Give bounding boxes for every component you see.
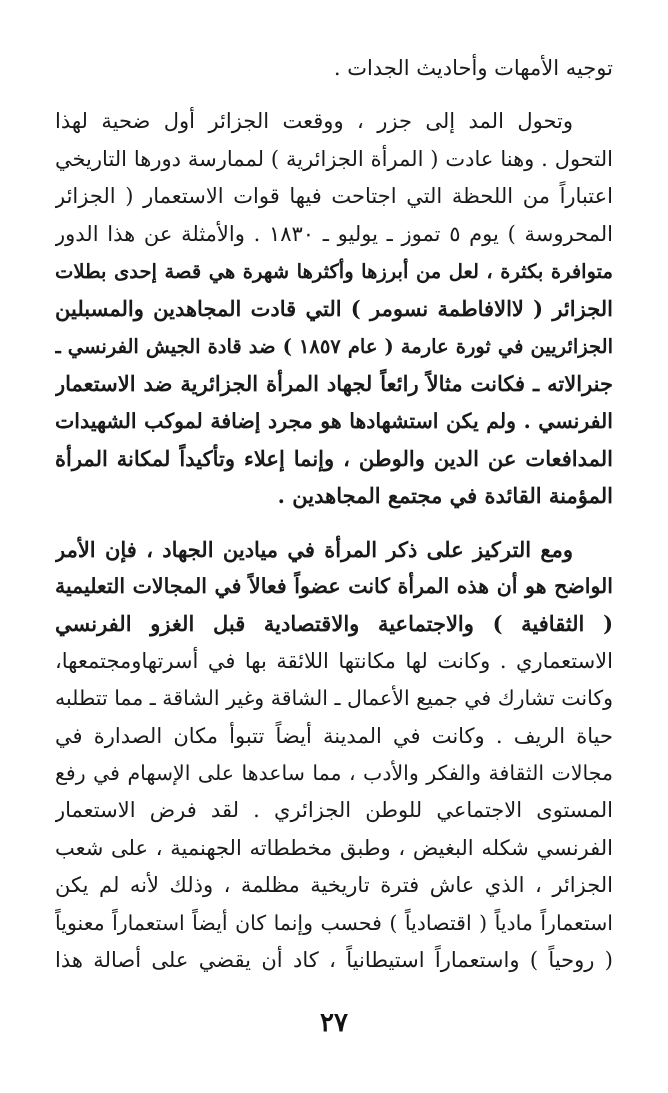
text-line: استعماراً مادياً ( اقتصادياً ) فحسب وإنما كان أيضاً استعماراً معنوياً — [55, 910, 613, 935]
text-line: ( الثقافية ) والاجتماعية والاقتصادية قبل الغزو الفرنسي — [55, 611, 613, 637]
paragraph-2 — [55, 103, 613, 514]
text-line: الفرنسي شكله البغيض ، وطبق مخططاته الجهنمية ، على شعب — [55, 835, 613, 860]
paragraph-gap — [55, 515, 613, 531]
text-line: توجيه الأمهات وأحاديث الجدات . — [333, 56, 613, 80]
text-line: الواضح هو أن هذه المرأة كانت عضواً فعالاً في المجالات التعليمية — [55, 574, 613, 599]
text-line: المؤمنة القائدة في مجتمع المجاهدين . — [277, 483, 613, 509]
text-line: الجزائر ، الذي عاش فترة تاريخية مظلمة ، وذلك لأنه لم يكن — [55, 873, 613, 898]
text-line: حياة الريف . وكانت في المدينة أيضاً تتبوأ مكان الصدارة في — [55, 723, 613, 748]
text-line: ومع التركيز على ذكر المرأة في ميادين الجهاد ، فإن الأمر — [55, 536, 573, 562]
text-line: التحول . وهنا عادت ( المرأة الجزائرية ) لممارسة دورها التاريخي — [55, 146, 613, 171]
text-line: المدافعات عن الدين والوطن ، وإنما إعلاء وتأكيداً لمكانة المرأة — [55, 445, 613, 471]
text-line: الجزائر ( لاالافاطمة نسومر ) التي قادت المجاهدين والمسبلين — [55, 296, 613, 322]
page-number: ٢٧ — [320, 1008, 348, 1038]
book-page — [55, 50, 613, 979]
text-line: المحروسة ) يوم ٥ تموز ـ يوليو ـ ١٨٣٠ . والأمثلة عن هذا الدور — [55, 221, 613, 246]
text-line: وكانت تشارك في جميع الأعمال ـ الشاقة وغير الشاقة ـ مما تتطلبه — [55, 686, 613, 711]
text-line: الاستعماري . وكانت لها مكانتها اللائقة بها في أسرتهاومجتمعها، — [55, 648, 613, 673]
text-line: متوافرة بكثرة ، لعل من أبرزها وأكثرها شهرة هي قصة إحدى بطلات — [55, 259, 613, 283]
text-line: ( روحياً ) واستعماراً استيطانياً ، كاد أن يقضي على أصالة هذا — [55, 947, 613, 972]
text-line: جنرالاته ـ فكانت مثالاً رائعاً لجهاد المرأة الجزائرية ضد الاستعمار — [55, 371, 613, 397]
text-line: وتحول المد إلى جزر ، ووقعت الجزائر أول ضحية لهذا — [55, 109, 573, 134]
text-line: الفرنسي . ولم يكن استشهادها هو مجرد إضافة لموكب الشهيدات — [55, 408, 613, 433]
paragraph-1 — [55, 50, 613, 87]
text-line: المستوى الاجتماعي للوطن الجزائري . لقد فرض الاستعمار — [55, 798, 613, 823]
paragraph-gap — [55, 87, 613, 103]
text-line: اعتباراً من اللحظة التي اجتاحت فيها قوات الاستعمار ( الجزائر — [55, 184, 613, 209]
paragraph-3 — [55, 531, 613, 980]
text-line: مجالات الثقافة والفكر والأدب ، مما ساعدها على الإسهام في رفع — [55, 761, 613, 786]
text-line: الجزائريين في ثورة عارمة ( عام ١٨٥٧ ) ضد قادة الجيش الفرنسي ـ — [55, 334, 613, 358]
